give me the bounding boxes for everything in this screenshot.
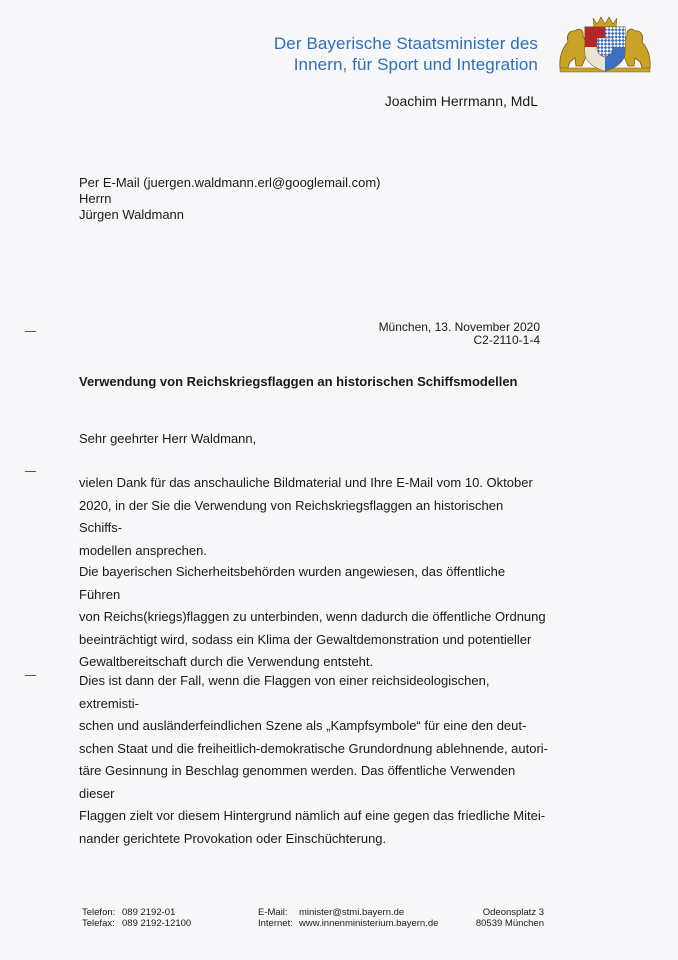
footer-contact-block [258,907,438,929]
fold-mark [25,331,36,332]
subject-line: Verwendung von Reichskriegsflaggen an historischen Schiffsmodellen [79,374,518,389]
paragraph-line: Dies ist dann der Fall, wenn die Flaggen von einer reichsideologischen, extremisti- [79,673,490,711]
paragraph-line: beeinträchtigt wird, sodass ein Klima der Gewaltdemonstration und potentieller [79,631,532,647]
reference-number: C2-2110-1-4 [473,333,540,347]
ministry-title-line-2: Innern, für Sport und Integration [293,55,538,74]
address-line-email: Per E-Mail (juergen.waldmann.erl@googlemail.com) [79,175,381,190]
paragraph-line: modellen ansprechen. [79,542,207,558]
date-block [379,321,540,347]
paragraph-line: von Reichs(kriegs)flaggen zu unterbinden, wenn dadurch die öffentliche Ordnung [79,609,546,624]
paragraph-line: schen und ausländerfeindlichen Szene als „Kampfsymbole“ für eine den deut- [79,718,527,733]
punch-mark [25,471,36,472]
address-line-name: Jürgen Waldmann [79,207,185,222]
minister-name: Joachim Herrmann, MdL [384,93,538,109]
web-label: Internet: [258,918,293,929]
paragraph-line: Flaggen zielt vor diesem Hintergrund nämlich auf eine gegen das friedliche Mitei- [79,808,546,823]
paragraph-3 [79,670,549,850]
ministry-title-line-1: Der Bayerische Staatsminister des [273,34,538,53]
paragraph-line: Die bayerischen Sicherheitsbehörden wurden angewiesen, das öffentliche Führen [79,564,506,602]
address-line-salutation: Herrn [79,191,112,206]
city-address: 80539 München [475,918,544,929]
paragraph-line: schen Staat und die freiheitlich-demokratische Grundordnung ablehnende, autori- [79,740,549,756]
paragraph-line: Gewaltbereitschaft durch die Verwendung entsteht. [79,654,374,669]
web-value: www.innenministerium.bayern.de [299,918,439,929]
place-date: München, 13. November 2020 [378,320,540,334]
phone-value: 089 2192-01 [122,907,176,918]
paragraph-line: täre Gesinnung in Beschlag genommen werden. Das öffentliche Verwenden dieser [79,763,516,801]
bavarian-coat-of-arms-icon [556,14,654,74]
fax-label: Telefax: [82,918,115,929]
email-label: E-Mail: [258,907,288,918]
email-value: minister@stmi.bayern.de [299,907,405,918]
phone-label: Telefon: [82,907,116,918]
paragraph-2 [79,561,549,674]
paragraph-line: nander gerichtete Provokation oder Einschüchterung. [79,830,387,846]
paragraph-line: vielen Dank für das anschauliche Bildmaterial und Ihre E-Mail vom 10. Oktober [79,475,533,490]
fold-mark [25,675,36,676]
paragraph-1 [79,472,549,562]
footer-address-block [476,907,544,929]
footer-phone-block [82,907,191,929]
paragraph-line: 2020, in der Sie die Verwendung von Reichskriegsflaggen an historischen Schiffs- [79,497,504,535]
ministry-title [274,33,538,75]
fax-value: 089 2192-12100 [122,918,192,929]
recipient-address [79,175,380,223]
salutation: Sehr geehrter Herr Waldmann, [79,431,257,446]
street-address: Odeonsplatz 3 [482,907,544,918]
